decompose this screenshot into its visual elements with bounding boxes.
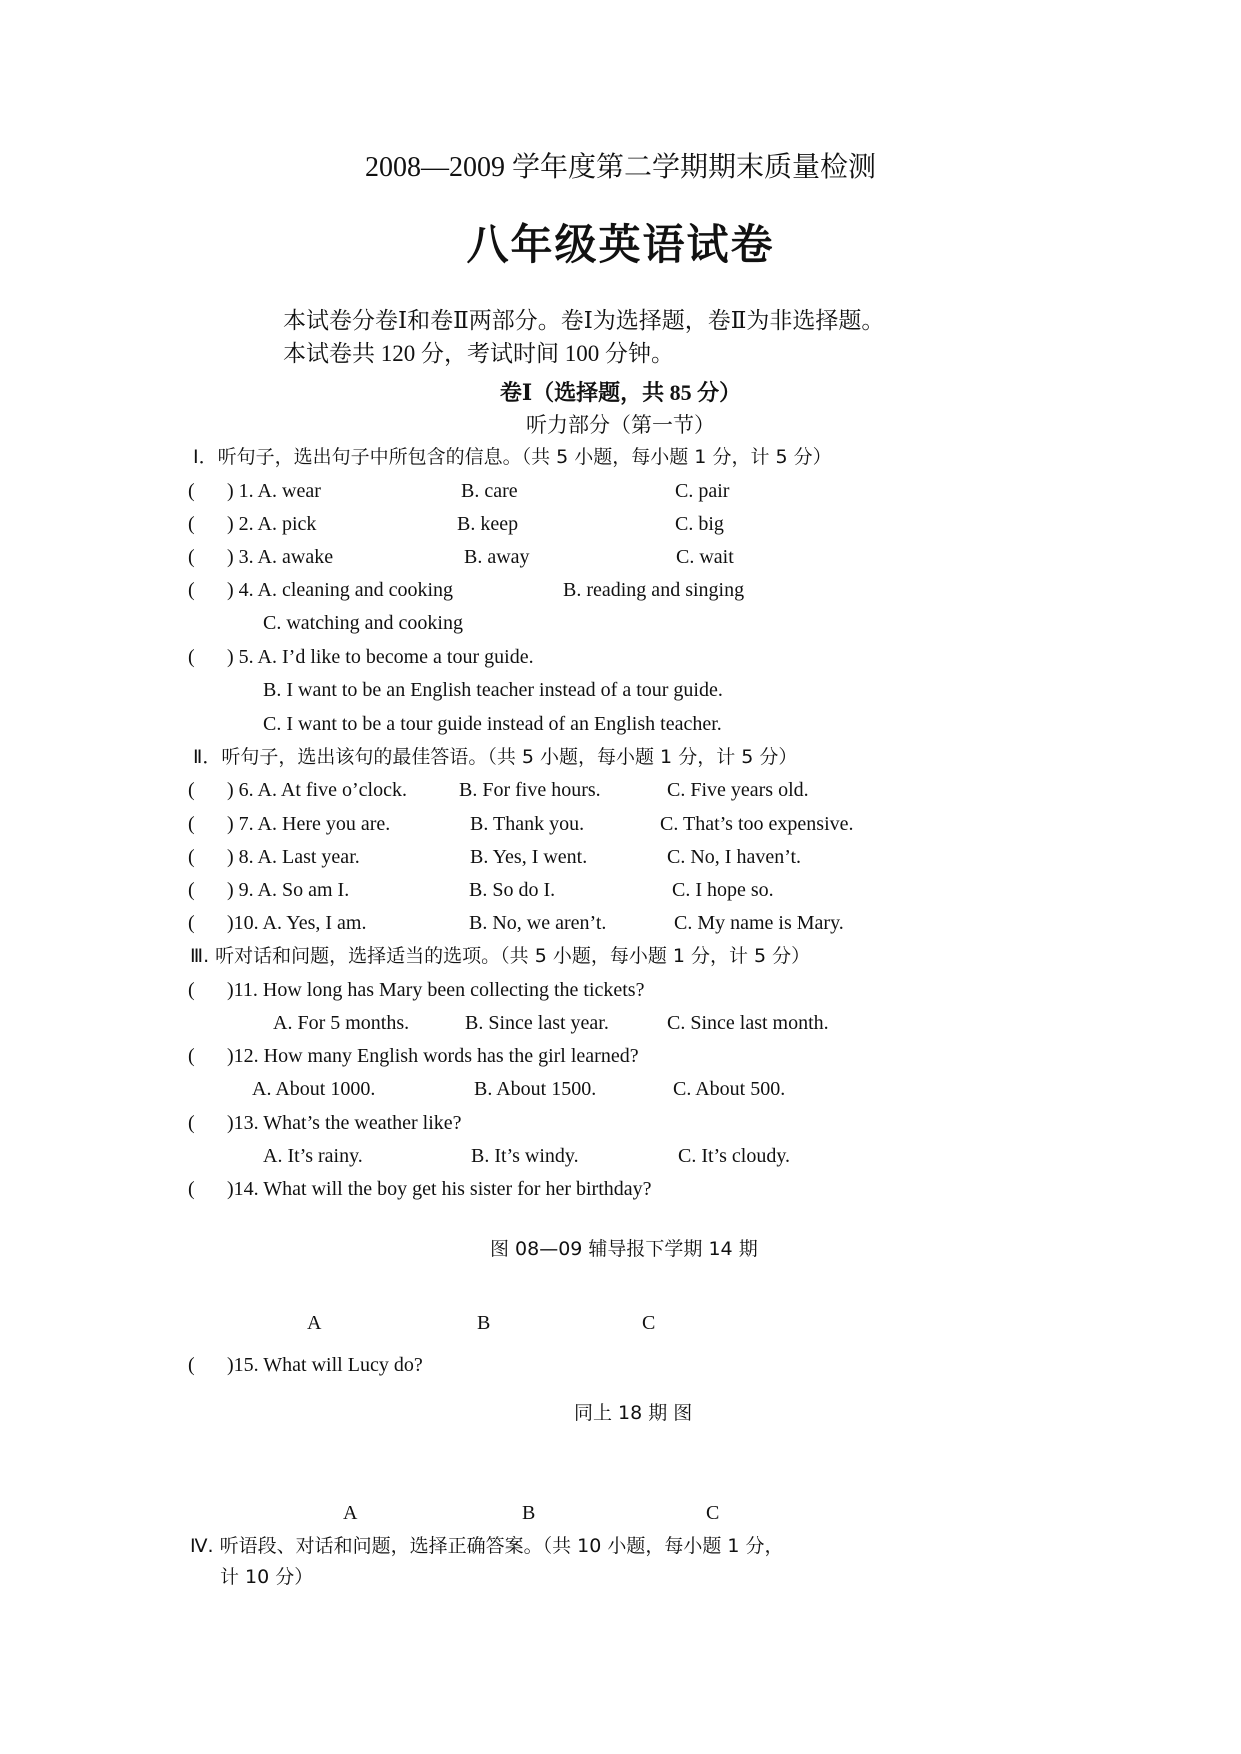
question-13-option-a: A. It’s rainy. [263, 1145, 363, 1167]
question-11-option-c: C. Since last month. [667, 1012, 829, 1034]
question-12-stem: )12. How many English words has the girl learned? [227, 1045, 639, 1067]
answer-paren: ( [188, 1045, 195, 1067]
question-7-option-c: C. That’s too expensive. [660, 813, 854, 835]
question-9-option-b: B. So do I. [469, 879, 556, 901]
answer-paren: ( [188, 513, 195, 535]
question-14-stem: )14. What will the boy get his sister for her birthday? [227, 1178, 652, 1200]
question-8-option-a: ) 8. A. Last year. [227, 846, 360, 868]
answer-paren: ( [188, 846, 195, 868]
question-1-option-b: B. care [461, 480, 518, 502]
question-6-option-a: ) 6. A. At five o’clock. [227, 779, 407, 801]
figure-15-label-b: B [522, 1502, 536, 1524]
listening-title: 听力部分（第一节） [526, 413, 715, 437]
question-6-option-b: B. For five hours. [459, 779, 601, 801]
question-10-option-b: B. No, we aren’t. [469, 912, 607, 934]
school-year-title: 2008—2009 学年度第二学期期末质量检测 [364, 152, 876, 183]
question-5-option-a: ) 5. A. I’d like to become a tour guide. [227, 646, 534, 668]
question-13-stem: )13. What’s the weather like? [227, 1112, 462, 1134]
question-5-option-b: B. I want to be an English teacher instead of a tour guide. [263, 679, 723, 701]
question-8-option-c: C. No, I haven’t. [667, 846, 802, 868]
question-1-option-c: C. pair [675, 480, 730, 502]
answer-paren: ( [188, 1178, 195, 1200]
question-7-option-a: ) 7. A. Here you are. [227, 813, 391, 835]
question-11-stem: )11. How long has Mary been collecting the tickets? [227, 979, 645, 1001]
section3-heading: Ⅲ. 听对话和问题，选择适当的选项。（共 5 小题，每小题 1 分，计 5 分） [190, 945, 811, 967]
answer-paren: ( [188, 546, 195, 568]
section4-heading-line-1: Ⅳ. 听语段、对话和问题，选择正确答案。（共 10 小题，每小题 1 分， [190, 1535, 784, 1557]
figure-14-label-b: B [477, 1312, 491, 1334]
answer-paren: ( [188, 879, 195, 901]
question-3-option-b: B. away [464, 546, 530, 568]
answer-paren: ( [188, 779, 195, 801]
paper-title: 八年级英语试卷 [466, 220, 775, 269]
question-9-option-c: C. I hope so. [672, 879, 774, 901]
question-6-option-c: C. Five years old. [667, 779, 809, 801]
answer-paren: ( [188, 1354, 195, 1376]
answer-paren: ( [188, 912, 195, 934]
section4-heading-line-2: 计 10 分） [220, 1566, 314, 1588]
answer-paren: ( [188, 813, 195, 835]
question-4-option-a: ) 4. A. cleaning and cooking [227, 579, 454, 601]
figure-15-label-a: A [343, 1502, 358, 1524]
question-10-option-a: )10. A. Yes, I am. [227, 912, 367, 934]
question-9-option-a: ) 9. A. So am I. [227, 879, 350, 901]
question-13-option-b: B. It’s windy. [471, 1145, 579, 1167]
part1-title: 卷Ⅰ（选择题，共 85 分） [499, 380, 742, 405]
question-4-option-c: C. watching and cooking [263, 612, 463, 634]
figure-14-caption: 图 08—09 辅导报下学期 14 期 [490, 1238, 758, 1260]
question-11-option-b: B. Since last year. [465, 1012, 609, 1034]
question-7-option-b: B. Thank you. [470, 813, 585, 835]
figure-14-label-a: A [307, 1312, 322, 1334]
question-4-option-b: B. reading and singing [563, 579, 745, 601]
intro-line-1: 本试卷分卷Ⅰ和卷Ⅱ两部分。卷Ⅰ为选择题，卷Ⅱ为非选择题。 [283, 308, 885, 333]
question-12-option-a: A. About 1000. [252, 1078, 376, 1100]
question-10-option-c: C. My name is Mary. [674, 912, 844, 934]
question-3-option-c: C. wait [676, 546, 734, 568]
answer-paren: ( [188, 1112, 195, 1134]
question-1-option-a: ) 1. A. wear [227, 480, 321, 502]
answer-paren: ( [188, 480, 195, 502]
question-11-option-a: A. For 5 months. [273, 1012, 410, 1034]
question-8-option-b: B. Yes, I went. [470, 846, 588, 868]
answer-paren: ( [188, 579, 195, 601]
question-2-option-b: B. keep [457, 513, 519, 535]
question-2-option-c: C. big [675, 513, 724, 535]
figure-14-label-c: C [642, 1312, 656, 1334]
question-3-option-a: ) 3. A. awake [227, 546, 334, 568]
figure-15-caption: 同上 18 期 图 [574, 1402, 693, 1424]
answer-paren: ( [188, 979, 195, 1001]
question-12-option-c: C. About 500. [673, 1078, 786, 1100]
question-2-option-a: ) 2. A. pick [227, 513, 317, 535]
answer-paren: ( [188, 646, 195, 668]
question-12-option-b: B. About 1500. [474, 1078, 597, 1100]
section2-heading: Ⅱ．听句子，选出该句的最佳答语。（共 5 小题，每小题 1 分，计 5 分） [193, 746, 798, 768]
figure-15-label-c: C [706, 1502, 720, 1524]
intro-line-2: 本试卷共 120 分，考试时间 100 分钟。 [283, 341, 674, 366]
question-15-stem: )15. What will Lucy do? [227, 1354, 423, 1376]
section1-heading: Ⅰ．听句子，选出句子中所包含的信息。（共 5 小题，每小题 1 分，计 5 分） [193, 446, 832, 468]
question-13-option-c: C. It’s cloudy. [678, 1145, 791, 1167]
question-5-option-c: C. I want to be a tour guide instead of an English teacher. [263, 713, 722, 735]
